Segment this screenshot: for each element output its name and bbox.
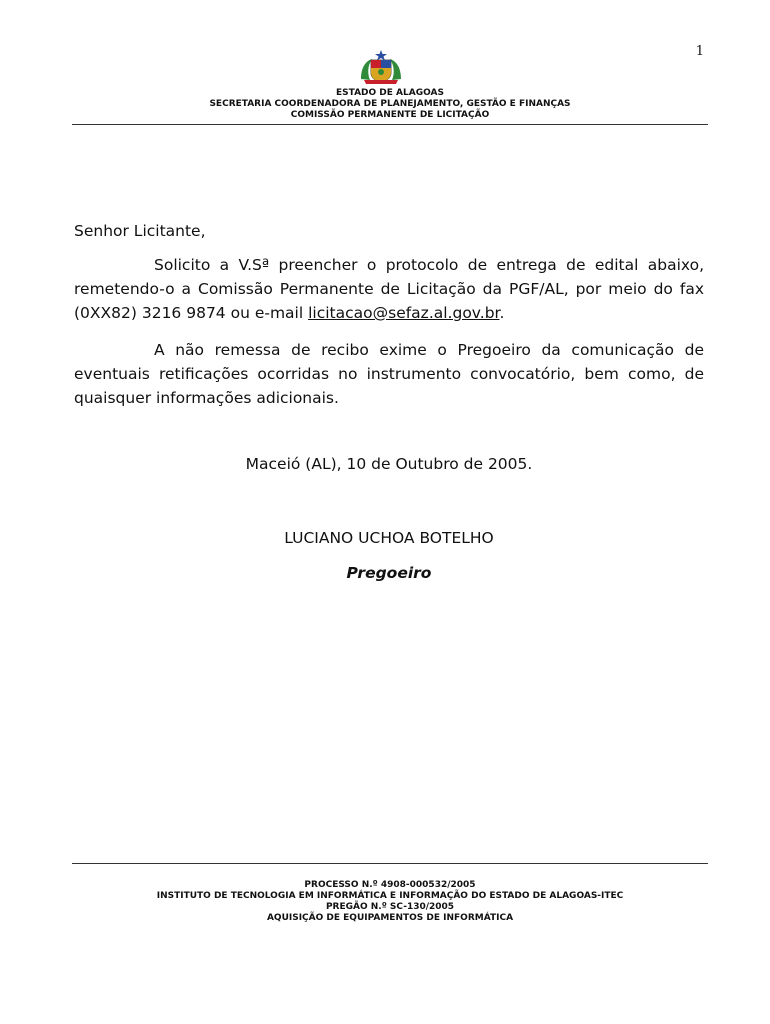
paragraph-notice — [74, 338, 704, 410]
footer-process: PROCESSO N.º 4908-000532/2005 — [304, 880, 476, 890]
document-header — [72, 88, 708, 121]
paragraph-request-text: Solicito a V.Sª preencher o protocolo de entrega de edital abaixo, remetendo-o a Comissão Permanente de Licitação da PGF/AL, por meio do fax (0XX82) 3216 9874 ou e-mail — [74, 256, 704, 322]
footer-divider — [72, 863, 708, 864]
footer-institute: INSTITUTO DE TECNOLOGIA EM INFORMÁTICA E INFORMAÇÃO DO ESTADO DE ALAGOAS-ITEC — [156, 891, 624, 901]
header-commission: COMISSÃO PERMANENTE DE LICITAÇÃO — [290, 110, 490, 120]
paragraph-request — [74, 253, 704, 325]
header-state: ESTADO DE ALAGOAS — [336, 88, 444, 98]
place-date: Maceió (AL), 10 de Outubro de 2005. — [245, 455, 533, 473]
page-number: 1 — [695, 44, 704, 59]
header-secretariat: SECRETARIA COORDENADORA DE PLANEJAMENTO, GESTÃO E FINANÇAS — [209, 99, 571, 109]
email-link[interactable]: licitacao@sefaz.al.gov.br — [308, 304, 500, 322]
signer-role: Pregoeiro — [346, 564, 432, 582]
salutation: Senhor Licitante, — [74, 222, 206, 240]
footer-subject: AQUISIÇÃO DE EQUIPAMENTOS DE INFORMÁTICA — [266, 913, 514, 923]
header-divider — [72, 124, 708, 125]
footer-auction: PREGÃO N.º SC-130/2005 — [325, 902, 455, 912]
alagoas-coat-of-arms-icon — [358, 49, 404, 85]
signer-name: LUCIANO UCHOA BOTELHO — [284, 529, 494, 547]
document-footer — [72, 880, 708, 924]
paragraph-notice-text: A não remessa de recibo exime o Pregoeiro da comunicação de eventuais retificações ocorridas no instrumento convocatório, bem como, de quaisquer informações adicionais. — [74, 341, 704, 407]
paragraph-request-end: . — [499, 304, 505, 322]
